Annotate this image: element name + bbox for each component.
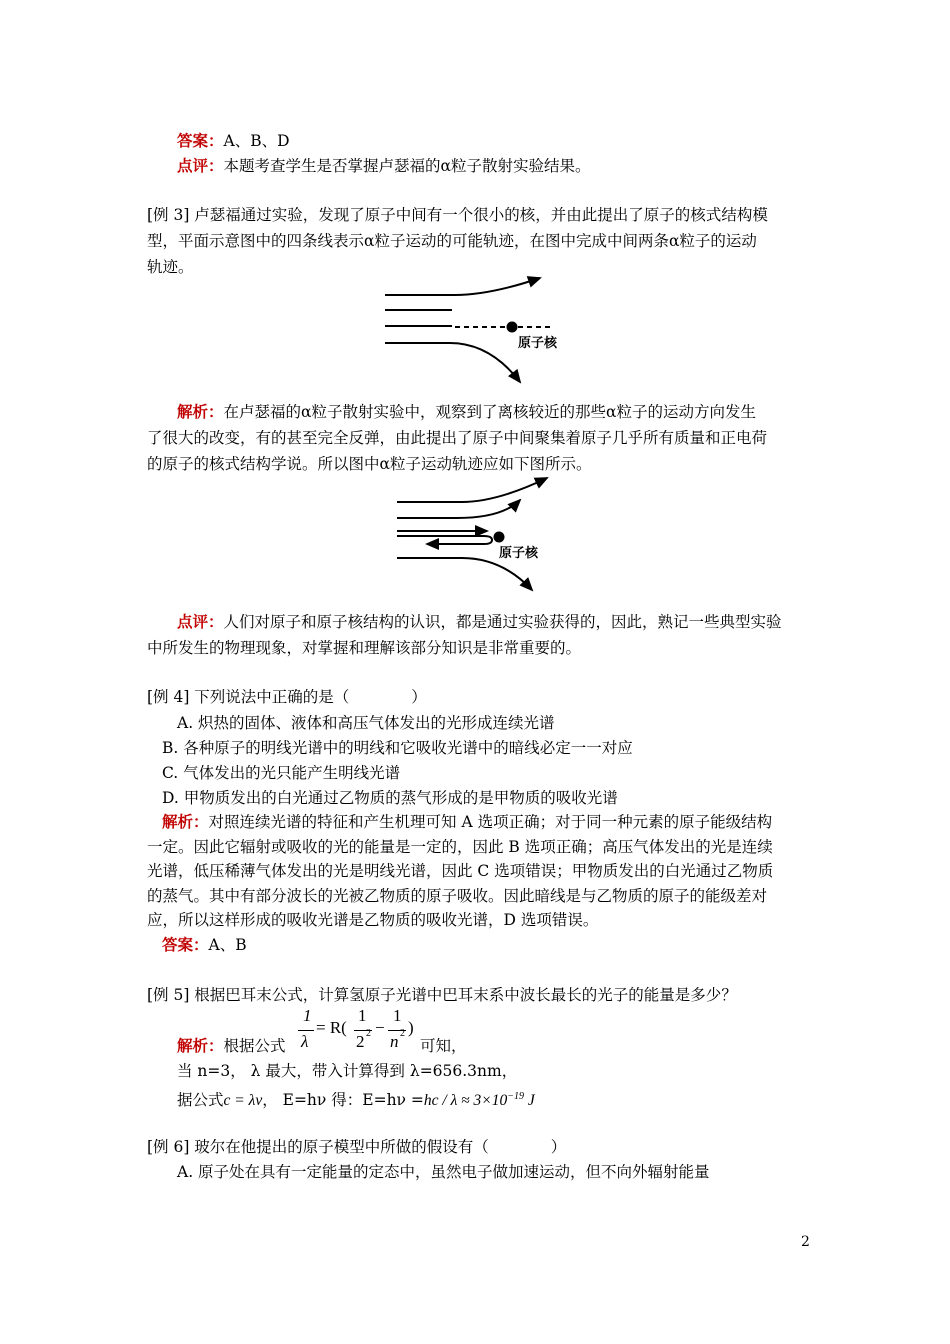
answer-text: A、B、D [223, 132, 290, 150]
formula-numerator-3: 1 [393, 1006, 402, 1025]
formula-energy-unit: J [524, 1092, 535, 1110]
formula-energy: hc / λ ≈ 3×10 [423, 1092, 508, 1110]
analysis3-text: 在卢瑟福的α粒子散射实验中，观察到了离核较近的那些α粒子的运动方向发生 [223, 403, 756, 421]
analysis3-line2: 了很大的改变，有的甚至完全反弹，由此提出了原子中间聚集着原子几乎所有质量和正电荷 [147, 429, 768, 447]
formula-eq: = R( [316, 1018, 347, 1037]
example3-line2: 型，平面示意图中的四条线表示α粒子运动的可能轨迹，在图中完成中间两条α粒子的运动 [147, 232, 757, 250]
formula-lambda: λ [301, 1032, 309, 1051]
analysis5-label: 解析： [177, 1036, 224, 1055]
figure-scattering-answer [392, 470, 582, 595]
formula-exp-2: 2 [400, 1028, 405, 1039]
analysis5-line1 [177, 1036, 286, 1056]
formula-n: n [390, 1032, 399, 1051]
comment3-label: 点评： [177, 612, 224, 631]
example4-option-c: C. 气体发出的光只能产生明线光谱 [162, 764, 401, 782]
analysis4-line2: 一定。因此它辐射或吸收的光的能量是一定的，因此 B 选项正确；高压气体发出的光是连续 [147, 838, 773, 856]
answer-line [177, 131, 290, 151]
formula-two: 2 [356, 1032, 365, 1051]
nucleus-label-2: 原子核 [499, 546, 539, 561]
page-number: 2 [801, 1234, 810, 1250]
analysis5-line3 [177, 1087, 535, 1111]
analysis4-label: 解析： [162, 812, 209, 831]
analysis5-mid: ， E=hν 得：E=hν = [262, 1091, 424, 1110]
analysis3-line1 [177, 402, 756, 422]
analysis4-line1 [162, 812, 772, 832]
comment3-line1 [177, 612, 782, 632]
analysis5-line2: 当 n=3， λ 最大，带入计算得到 λ=656.3nm， [177, 1062, 518, 1080]
example4-option-d: D. 甲物质发出的白光通过乙物质的蒸气形成的是甲物质的吸收光谱 [162, 789, 618, 807]
example6-option-a: A. 原子处在具有一定能量的定态中，虽然电子做加速运动，但不向外辐射能量 [177, 1163, 710, 1181]
example5-question: [例 5] 根据巴耳末公式，计算氢原子光谱中巴耳末系中波长最长的光子的能量是多少？ [147, 986, 737, 1004]
formula-close: ) [408, 1018, 414, 1037]
analysis3-line3: 的原子的核式结构学说。所以图中α粒子运动轨迹应如下图所示。 [147, 455, 592, 473]
comment3-line2: 中所发生的物理现象，对掌握和理解该部分知识是非常重要的。 [147, 639, 582, 657]
nucleus-label-1: 原子核 [518, 336, 558, 351]
analysis4-line5: 应，所以这样形成的吸收光谱是乙物质的吸收光谱，D 选项错误。 [147, 911, 599, 929]
formula-energy-exp: −19 [507, 1091, 525, 1102]
balmer-formula [298, 1006, 418, 1058]
formula-c-eq: c = λν [223, 1092, 263, 1110]
example4-option-b: B. 各种原子的明线光谱中的明线和它吸收光谱中的暗线必定一一对应 [162, 739, 633, 757]
analysis4-line3: 光谱，低压稀薄气体发出的光是明线光谱，因此 C 选项错误；甲物质发出的白光通过乙物质 [147, 862, 774, 880]
analysis4-line4: 的蒸气。其中有部分波长的光被乙物质的原子吸收。因此暗线是与乙物质的原子的能级差对 [147, 887, 768, 905]
analysis5-post: 可知， [420, 1037, 467, 1055]
analysis4-text: 对照连续光谱的特征和产生机理可知 A 选项正确；对于同一种元素的原子能级结构 [208, 813, 773, 831]
analysis5-pre: 根据公式 [223, 1037, 286, 1055]
comment-text: 本题考查学生是否掌握卢瑟福的α粒子散射实验结果。 [223, 157, 591, 175]
analysis5-pre2: 据公式 [177, 1091, 224, 1110]
example4-option-a: A. 炽热的固体、液体和高压气体发出的光形成连续光谱 [177, 714, 555, 732]
formula-exp-1: 2 [366, 1028, 371, 1039]
comment-line [177, 156, 591, 176]
answer4-line [162, 935, 247, 955]
example4-question: [例 4] 下列说法中正确的是（ ） [147, 688, 427, 706]
analysis3-label: 解析： [177, 402, 224, 421]
example6-question: [例 6] 玻尔在他提出的原子模型中所做的假设有（ ） [147, 1138, 567, 1156]
formula-minus: − [375, 1018, 385, 1037]
formula-numerator-2: 1 [358, 1006, 367, 1025]
answer-label: 答案： [177, 131, 224, 150]
formula-numerator-1: 1 [303, 1006, 312, 1025]
example3-line3: 轨迹。 [147, 258, 194, 276]
example3-line1: [例 3] 卢瑟福通过实验，发现了原子中间有一个很小的核，并由此提出了原子的核式结构模 [147, 206, 768, 224]
answer4-text: A、B [208, 936, 247, 954]
figure-scattering-question [380, 270, 570, 390]
answer4-label: 答案： [162, 935, 209, 954]
comment-label: 点评： [177, 156, 224, 175]
comment3-text: 人们对原子和原子核结构的认识，都是通过实验获得的，因此，熟记一些典型实验 [223, 613, 782, 631]
